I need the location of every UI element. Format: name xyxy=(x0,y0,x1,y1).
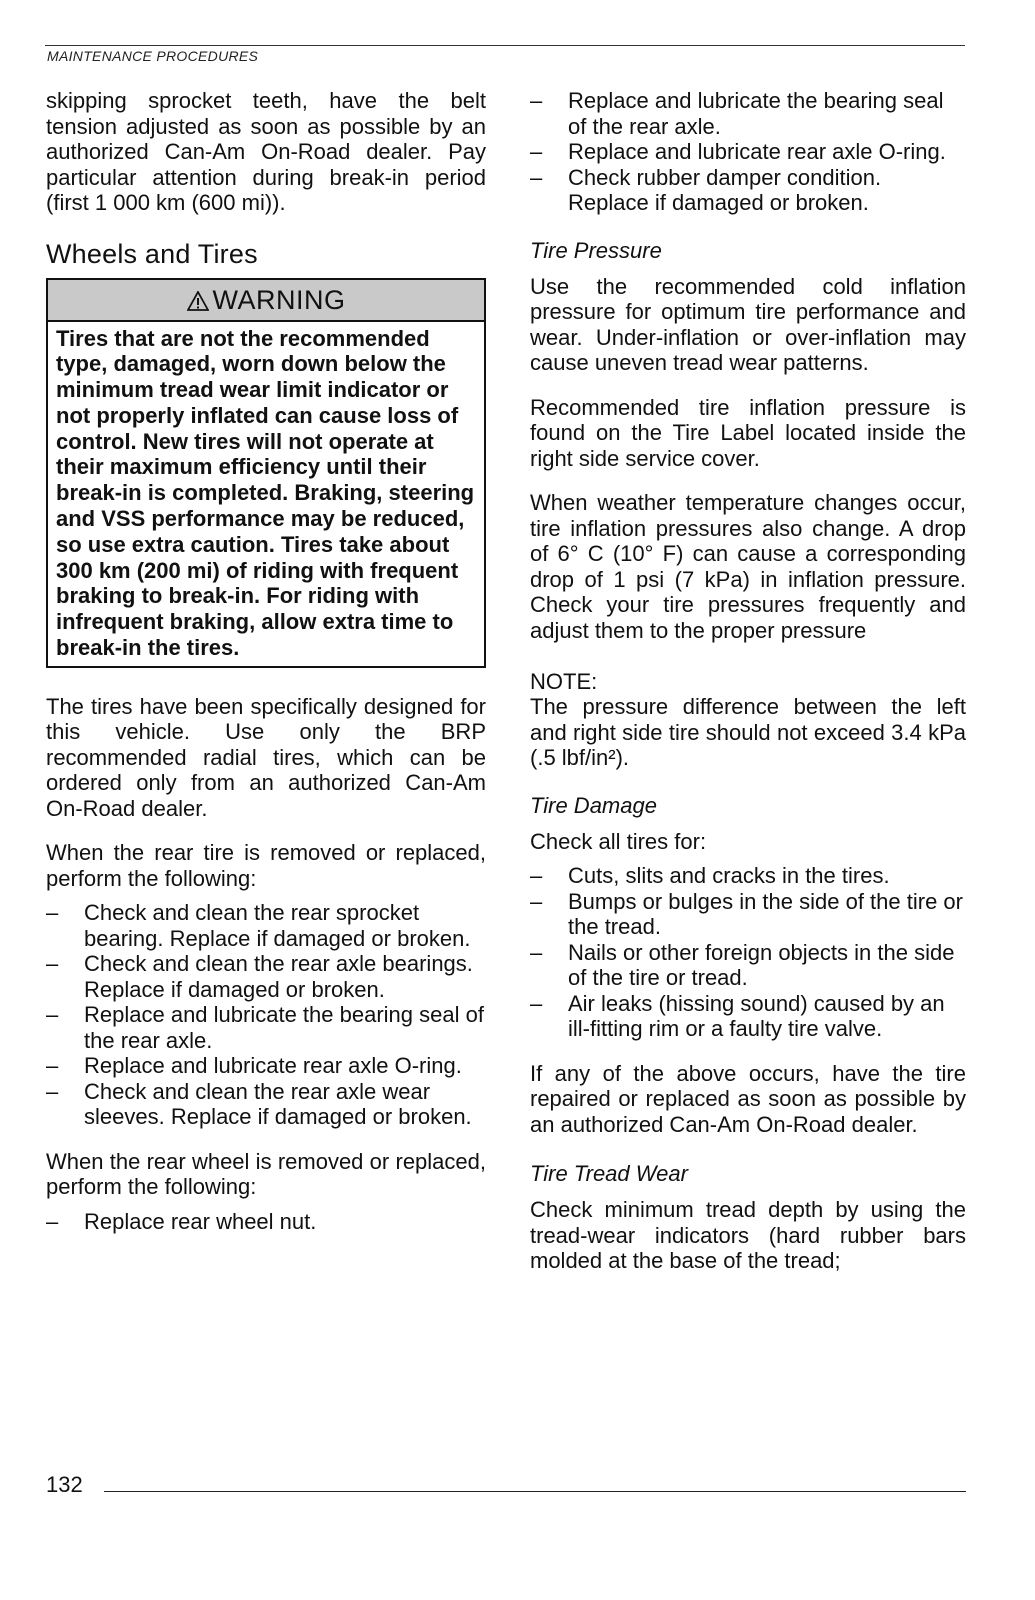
list-item: – Replace and lubricate rear axle O-ring. xyxy=(46,1053,486,1079)
damage-intro: Check all tires for: xyxy=(530,828,707,854)
damage-list xyxy=(530,863,966,1042)
tread-wear-title: Tire Tread Wear xyxy=(530,1161,688,1186)
note-label: NOTE: xyxy=(530,669,598,694)
running-head: MAINTENANCE PROCEDURES xyxy=(47,48,259,64)
tire-pressure-title: Tire Pressure xyxy=(530,237,662,263)
warning-text: Tires that are not the recommended type, damaged, worn down below the minimum tread wear limit indicator or not properly inflated can cause loss of control. New tires will not operate at their maximum efficiency until their break-in is completed. Braking, steering and VSS performance may be reduced, so use extra caution. Tires take about 300 km (200 mi) of riding with frequent braking to break-in. For riding with infrequent braking, allow extra time to break-in the tires. xyxy=(56,325,475,661)
continued-steps xyxy=(530,88,966,216)
tire-damage-title: Tire Damage xyxy=(530,792,657,818)
intro-paragraph: skipping sprocket teeth, have the belt tension adjusted as soon as possible by an authorized Can-Am On-Road dealer. Pay particular attention during break-in period (first 1 000 km (600 mi)). xyxy=(46,88,486,215)
list-item: – Replace and lubricate rear axle O-ring. xyxy=(530,139,966,165)
list-item: – Check rubber damper condition. Replace if damaged or broken. xyxy=(530,165,966,216)
rear-tire-steps xyxy=(46,900,486,1130)
rear-wheel-intro: When the rear wheel is removed or replaced, perform the following: xyxy=(46,1148,486,1200)
note-text: The pressure difference between the left and right side tire should not exceed 3.4 kPa (.5 lbf/in²). xyxy=(530,694,966,770)
list-item: – Bumps or bulges in the side of the tire or the tread. xyxy=(530,889,966,940)
damage-after: If any of the above occurs, have the tire repaired or replaced as soon as possible by an authorized Can-Am On-Road dealer. xyxy=(530,1060,966,1137)
list-item: – Nails or other foreign objects in the side of the tire or tread. xyxy=(530,940,966,991)
pressure-paragraph-2: Recommended tire inflation pressure is found on the Tire Label located inside the right side service cover. xyxy=(530,394,966,471)
section-title: Wheels and Tires xyxy=(46,238,258,269)
list-item: – Check and clean the rear axle bearings. Replace if damaged or broken. xyxy=(46,951,486,1002)
warning-box xyxy=(46,278,486,668)
tires-paragraph: The tires have been specifically designed for this vehicle. Use only the BRP recommended radial tires, which can be ordered only from an authorized Can-Am On-Road dealer. xyxy=(46,693,486,821)
rear-wheel-steps xyxy=(46,1209,486,1235)
warning-triangle-icon xyxy=(187,282,209,322)
pressure-paragraph-1: Use the recommended cold inflation pressure for optimum tire performance and wear. Under-inflation or over-inflation may cause uneven tread wear patterns. xyxy=(530,273,966,375)
list-item: – Cuts, slits and cracks in the tires. xyxy=(530,863,966,889)
header-rule xyxy=(45,45,965,46)
right-column xyxy=(530,88,966,1293)
list-item: – Replace rear wheel nut. xyxy=(46,1209,486,1235)
list-item: – Check and clean the rear axle wear sleeves. Replace if damaged or broken. xyxy=(46,1079,486,1130)
warning-header xyxy=(48,280,484,322)
list-item: – Replace and lubricate the bearing seal of the rear axle. xyxy=(530,88,966,139)
list-item: – Replace and lubricate the bearing seal of the rear axle. xyxy=(46,1002,486,1053)
left-column xyxy=(46,88,486,1253)
pressure-paragraph-3: When weather temperature changes occur, tire inflation pressures also change. A drop of 6° C (10° F) can cause a corresponding drop of 1 psi (7 kPa) in inflation pressure. Check your tire pressures frequently and adjust them to the proper pressure xyxy=(530,490,966,643)
footer-rule xyxy=(104,1491,966,1492)
list-item: – Check and clean the rear sprocket bearing. Replace if damaged or broken. xyxy=(46,900,486,951)
rear-tire-intro: When the rear tire is removed or replaced, perform the following: xyxy=(46,840,486,891)
list-item: – Air leaks (hissing sound) caused by an ill-fitting rim or a faulty tire valve. xyxy=(530,991,966,1042)
tread-paragraph: Check minimum tread depth by using the tread-wear indicators (hard rubber bars molded at the base of the tread; xyxy=(530,1197,966,1273)
warning-title: WARNING xyxy=(212,284,346,315)
page-number: 132 xyxy=(46,1472,83,1497)
